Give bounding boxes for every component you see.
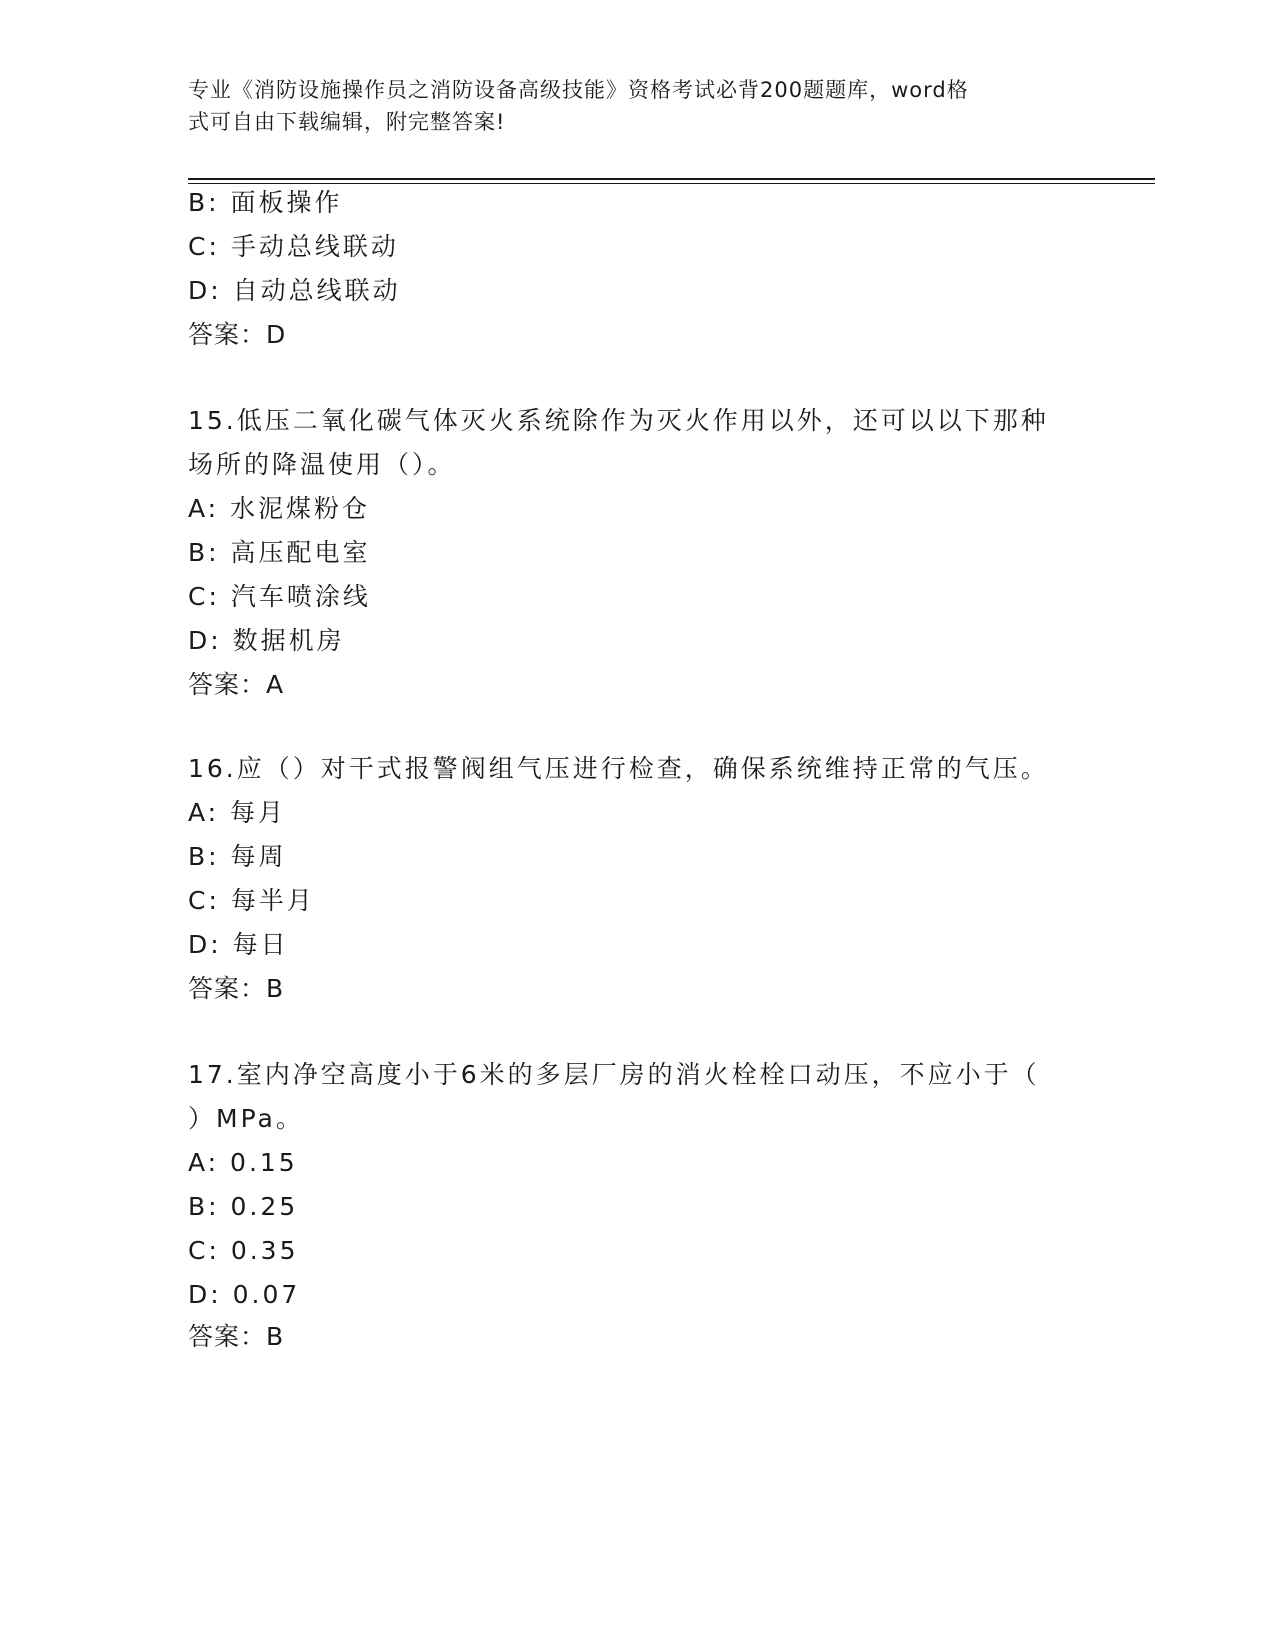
q15-stem-line-2: 场所的降温使用（）。	[188, 450, 456, 479]
q16-option-a: A: 每月	[188, 798, 287, 827]
q16-answer: 答案：B	[188, 974, 285, 1003]
q17-stem-line-2: ）MPa。	[188, 1104, 304, 1133]
header-line-2: 式可自由下载编辑，附完整答案!	[188, 110, 506, 134]
q14-option-b: B: 面板操作	[188, 188, 343, 217]
q15-option-c: C: 汽车喷涂线	[188, 582, 371, 611]
q14-option-d: D: 自动总线联动	[188, 276, 401, 305]
q17-option-a: A: 0.15	[188, 1148, 298, 1177]
q14-option-c: C: 手动总线联动	[188, 232, 399, 261]
q16-option-b: B: 每周	[188, 842, 287, 871]
q17-option-c: C: 0.35	[188, 1236, 299, 1265]
q14-answer: 答案：D	[188, 320, 287, 349]
header-divider-thick	[188, 178, 1155, 180]
q17-stem-line-1: 17.室内净空高度小于6米的多层厂房的消火栓栓口动压，不应小于（	[188, 1060, 1040, 1089]
q15-option-a: A: 水泥煤粉仓	[188, 494, 371, 523]
q16-option-d: D: 每日	[188, 930, 289, 959]
document-header	[188, 74, 1068, 138]
q17-option-d: D: 0.07	[188, 1280, 301, 1309]
q15-option-b: B: 高压配电室	[188, 538, 371, 567]
header-line-1: 专业《消防设施操作员之消防设备高级技能》资格考试必背200题题库，word格	[188, 78, 969, 102]
q17-option-b: B: 0.25	[188, 1192, 299, 1221]
header-divider-thin	[188, 183, 1155, 184]
q15-answer: 答案：A	[188, 670, 285, 699]
q15-stem-line-1: 15.低压二氧化碳气体灭火系统除作为灭火作用以外，还可以以下那种	[188, 406, 1049, 435]
q16-stem-line-1: 16.应（）对干式报警阀组气压进行检查，确保系统维持正常的气压。	[188, 754, 1049, 783]
q15-option-d: D: 数据机房	[188, 626, 345, 655]
q17-answer: 答案：B	[188, 1322, 285, 1351]
q16-option-c: C: 每半月	[188, 886, 315, 915]
